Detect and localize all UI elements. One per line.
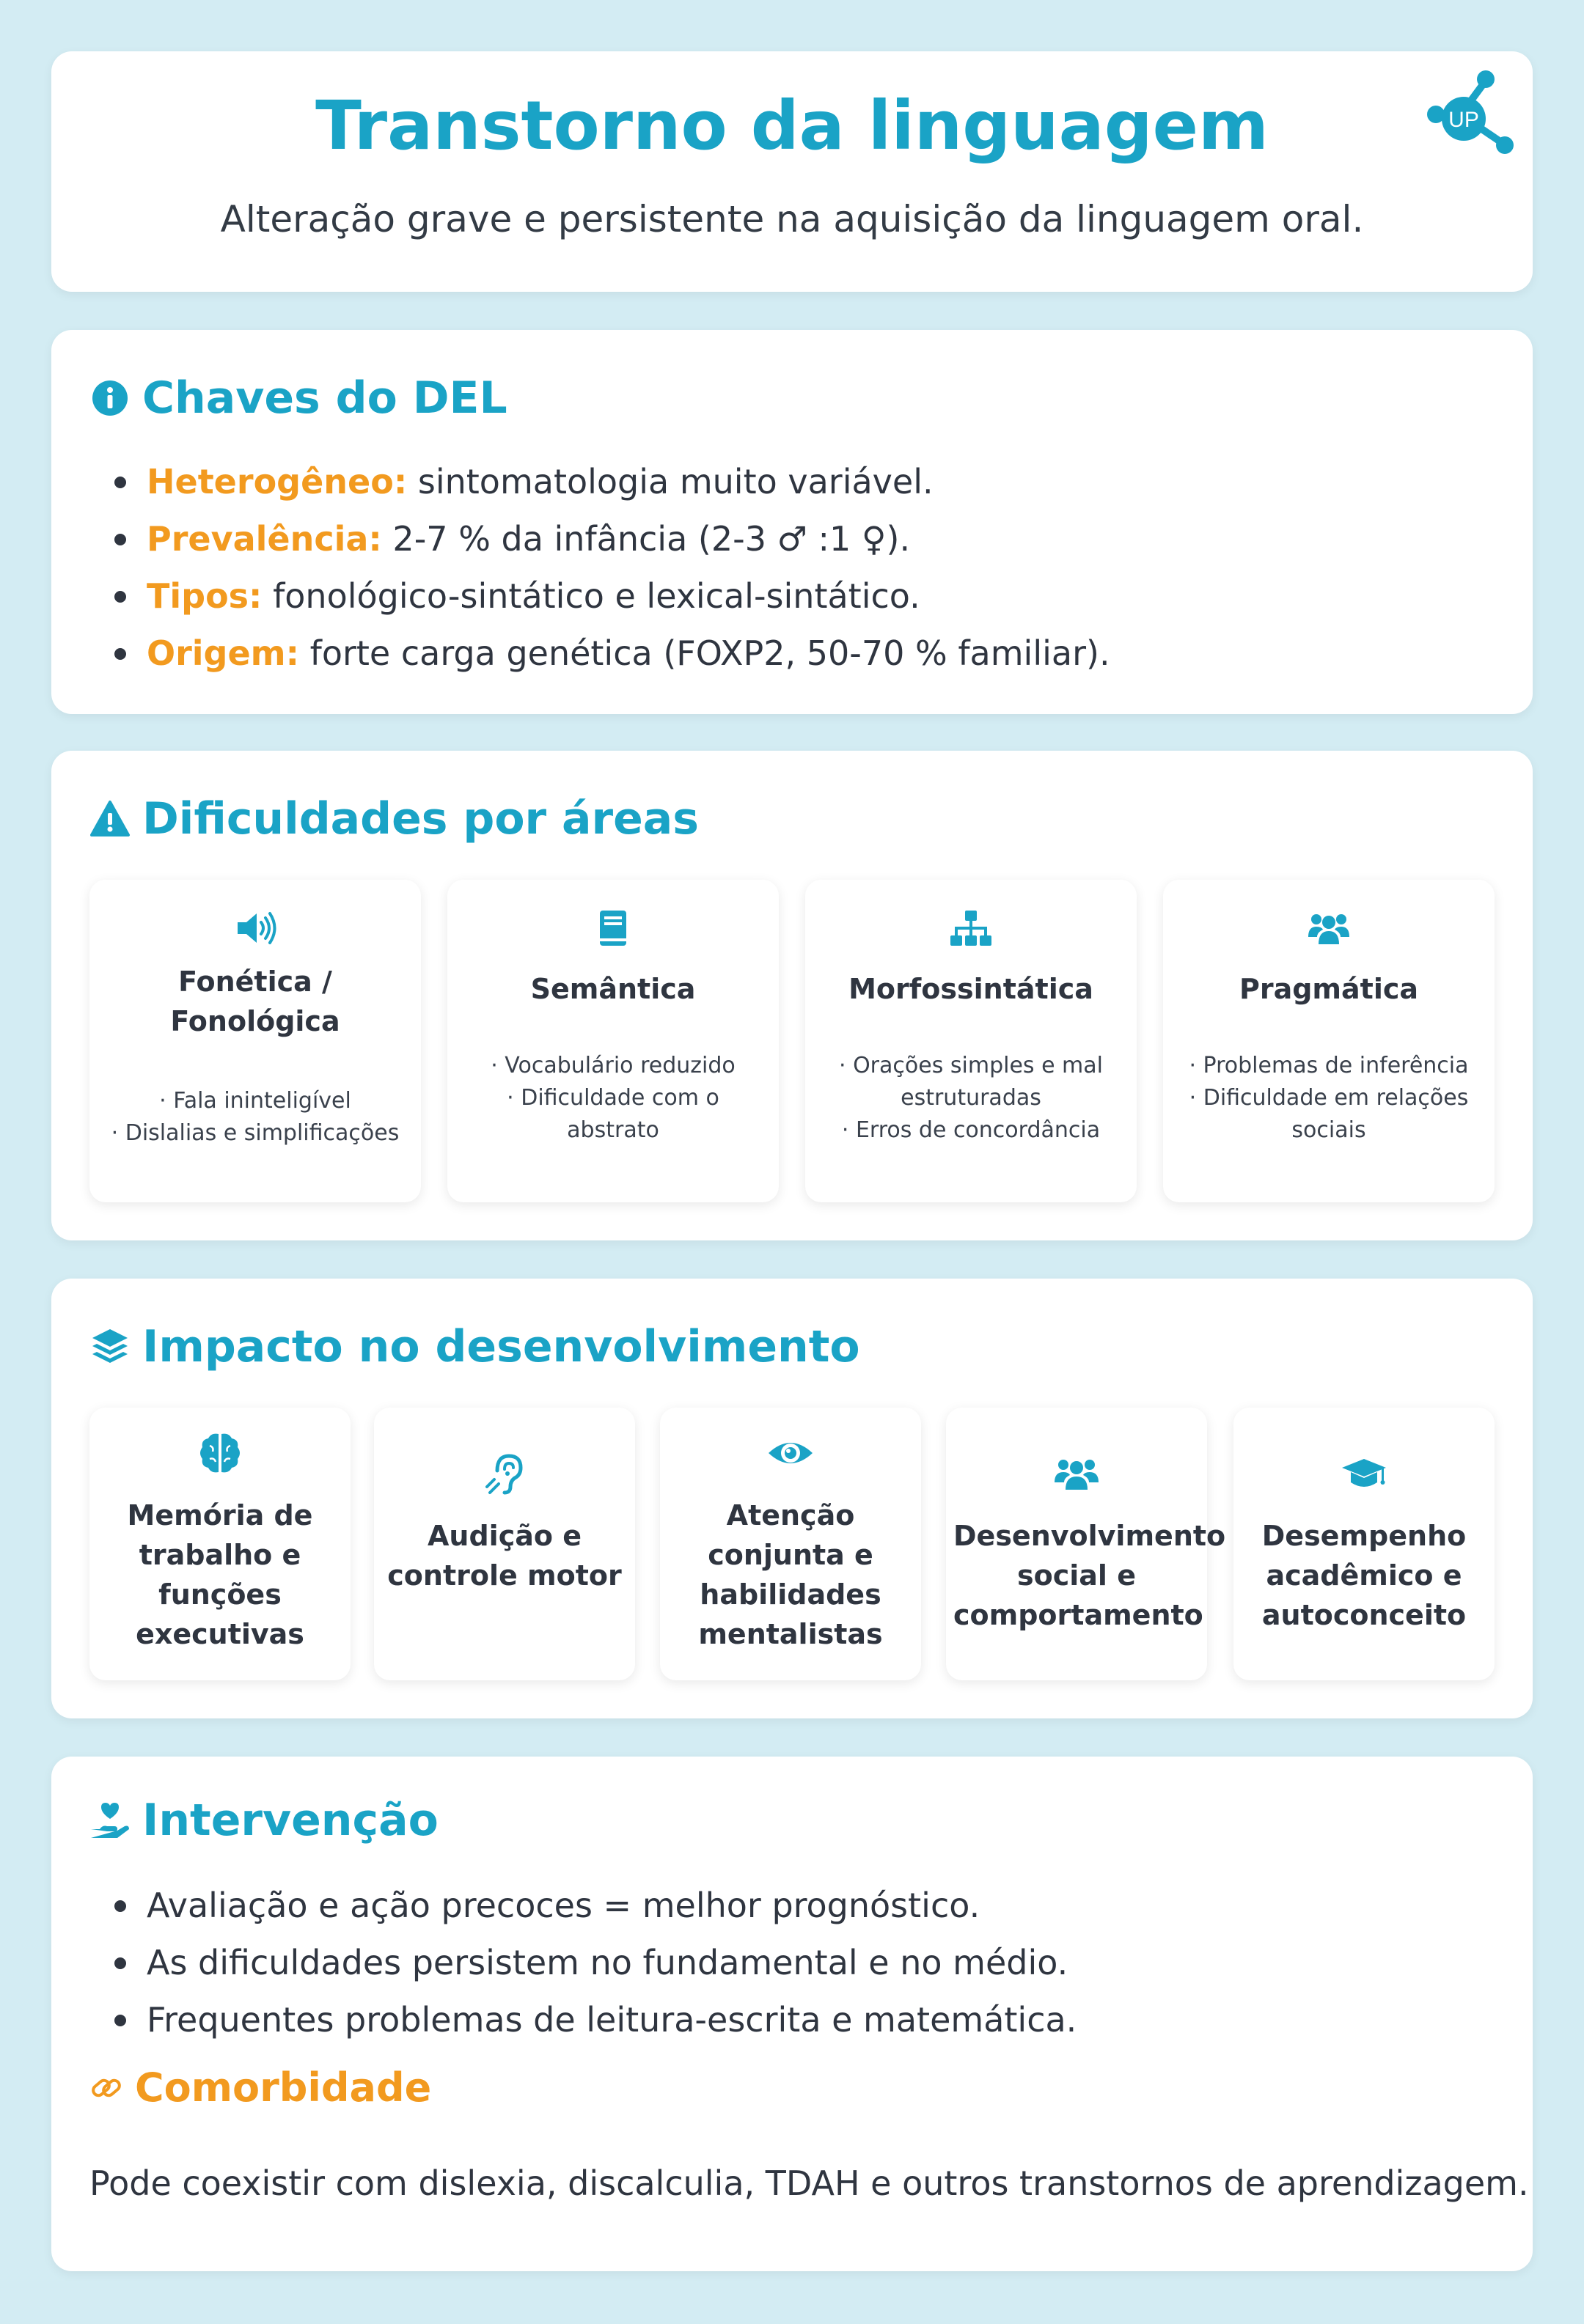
chaves-heading: [89, 372, 507, 424]
impact-name: Atenção conjunta e habilidades mentalistas: [698, 1499, 883, 1650]
impact-name: Memória de trabalho e funções executivas: [127, 1499, 313, 1650]
area-card-fonetica: [89, 880, 421, 1202]
logo-text: UP: [1448, 108, 1479, 132]
intervencao-heading: [89, 1795, 439, 1846]
impacto-title: Impacto no desenvolvimento: [142, 1321, 860, 1372]
page-title: Transtorno da linguagem: [315, 87, 1269, 165]
impact-card-social: [946, 1408, 1226, 1680]
area-card-morfossintatica: [805, 880, 1137, 1202]
intervencao-title: Intervenção: [142, 1795, 439, 1846]
up-logo-icon: [1412, 63, 1522, 158]
hierarchy-icon: [949, 906, 993, 950]
list-item: As dificuldades persistem no fundamental e no médio.: [147, 1934, 1077, 1991]
eye-icon: [767, 1430, 814, 1477]
impacto-card: [51, 1279, 1533, 1718]
chaves-card: [51, 330, 1533, 714]
comorbidade-title: Comorbidade: [135, 2064, 432, 2111]
area-card-semantica: [447, 880, 779, 1202]
list-item: Origem: forte carga genética (FOXP2, 50-70 % familiar).: [147, 625, 1110, 682]
layers-icon: [89, 1326, 131, 1367]
intervencao-list: [147, 1877, 1077, 2048]
intervencao-card: [51, 1757, 1533, 2271]
graduation-cap-icon: [1341, 1450, 1387, 1497]
area-name: Semântica: [530, 973, 696, 1005]
area-name: Morfossintática: [848, 973, 1093, 1005]
area-details: · Vocabulário reduzido · Dificuldade com o abstrato: [491, 1053, 736, 1143]
comorbidade-text: Pode coexistir com dislexia, discalculia, TDAH e outros transtornos de aprendizagem.: [89, 2163, 1529, 2203]
hand-heart-icon: [89, 1800, 131, 1841]
area-details: · Fala ininteligível · Dislalias e simplificações: [111, 1088, 400, 1146]
areas-card: [51, 751, 1533, 1240]
ear-icon: [481, 1450, 528, 1497]
area-name: Pragmática: [1239, 973, 1419, 1005]
list-item: Prevalência: 2-7 % da infância (2-3 ♂ :1 ♀).: [147, 510, 1110, 567]
impact-name: Audição e controle motor: [387, 1520, 622, 1592]
impact-name: Desempenho acadêmico e autoconceito: [1261, 1520, 1467, 1631]
speaker-icon: [233, 906, 277, 950]
comorbidade-heading: [89, 2064, 431, 2111]
users-icon: [1307, 906, 1351, 950]
impact-card-audicao: [374, 1408, 635, 1680]
list-item: Avaliação e ação precoces = melhor prognóstico.: [147, 1877, 1077, 1934]
page-subtitle: Alteração grave e persistente na aquisição da linguagem oral.: [220, 198, 1364, 240]
impact-card-atencao: [660, 1408, 921, 1680]
impacto-heading: [89, 1321, 860, 1372]
chaves-list: [147, 453, 1110, 682]
chaves-title: Chaves do DEL: [142, 372, 507, 424]
book-icon: [591, 906, 635, 950]
area-name: Fonética / Fonológica: [170, 966, 340, 1037]
area-card-pragmatica: [1163, 880, 1495, 1202]
list-item: Frequentes problemas de leitura-escrita e matemática.: [147, 1991, 1077, 2048]
impact-card-desempenho: [1233, 1408, 1495, 1680]
list-item: Tipos: fonológico-sintático e lexical-sintático.: [147, 567, 1110, 625]
brain-icon: [197, 1430, 243, 1477]
impact-name: Desenvolvimento social e comportamento: [953, 1520, 1226, 1631]
info-circle-icon: [89, 378, 131, 419]
area-details: · Orações simples e mal estruturadas · Erros de concordância: [839, 1053, 1103, 1143]
link-icon: [89, 2071, 123, 2105]
area-details: · Problemas de inferência · Dificuldade em relações sociais: [1189, 1053, 1469, 1143]
header-card: [51, 51, 1533, 292]
impact-card-memoria: [89, 1408, 351, 1680]
areas-heading: [89, 793, 699, 845]
warning-triangle-icon: [89, 798, 131, 839]
areas-title: Dificuldades por áreas: [142, 793, 699, 845]
list-item: Heterogêneo: sintomatologia muito variável.: [147, 453, 1110, 510]
users-icon: [1053, 1450, 1100, 1497]
